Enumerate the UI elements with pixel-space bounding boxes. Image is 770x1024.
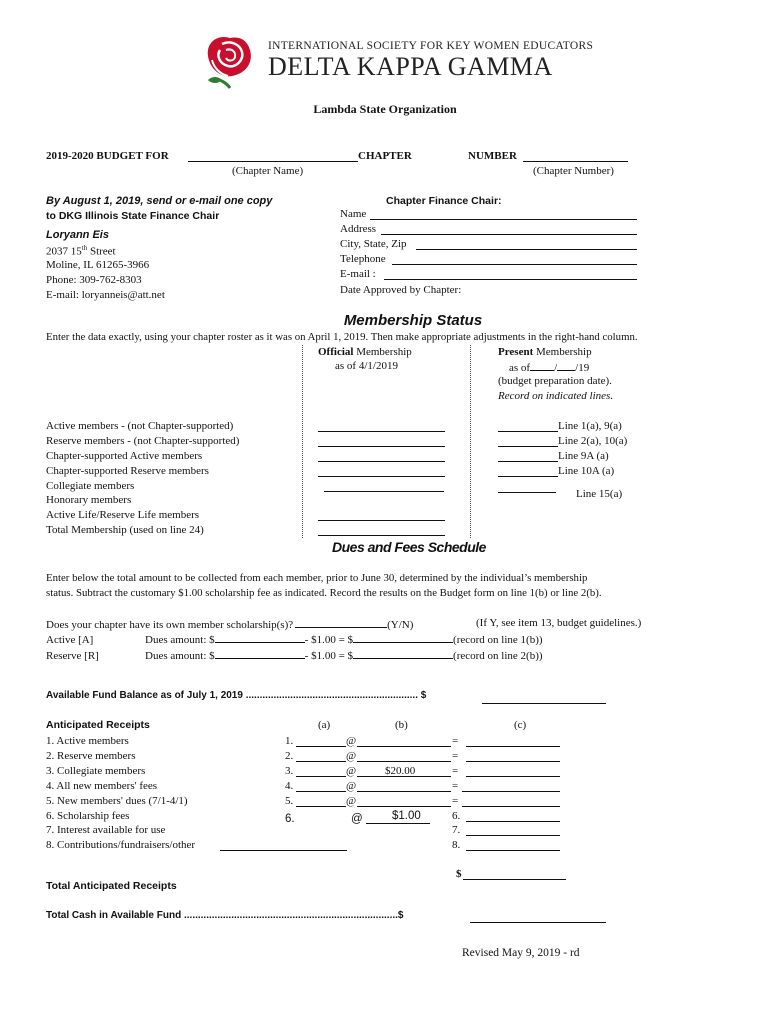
membership-label: Active Life/Reserve Life members bbox=[46, 509, 200, 521]
receipt-num: 4. bbox=[285, 780, 294, 792]
active-dues-row: Active [A] Dues amount: $ - $1.00 = $ (record on line 1(b)) bbox=[46, 634, 543, 646]
receipt-a-field-4[interactable] bbox=[296, 791, 346, 792]
collegiate-rate: $20.00 bbox=[385, 765, 416, 777]
chapter-number-field[interactable] bbox=[523, 161, 628, 162]
receipt-label: 3. Collegiate members bbox=[46, 765, 146, 777]
divider-right bbox=[470, 345, 471, 538]
fc-city-label: City, State, Zip bbox=[340, 238, 407, 250]
receipt-label: 8. Contributions/fundraisers/other bbox=[46, 839, 196, 851]
finance-chair-city: Moline, IL 61265-3966 bbox=[46, 259, 150, 271]
present-field-cs-active[interactable] bbox=[498, 461, 558, 462]
receipt-b-field-5[interactable] bbox=[357, 806, 451, 807]
membership-label: Honorary members bbox=[46, 494, 132, 506]
revised-note: Revised May 9, 2019 - rd bbox=[462, 947, 580, 959]
receipt-eq: = bbox=[452, 795, 459, 807]
receipt-num: 5. bbox=[285, 795, 294, 807]
fc-approved-label: Date Approved by Chapter: bbox=[340, 284, 462, 296]
official-field-cs-reserve[interactable] bbox=[318, 476, 445, 477]
receipt-label: 6. Scholarship fees bbox=[46, 810, 130, 822]
fc-name-field[interactable] bbox=[370, 219, 637, 220]
present-month-field[interactable] bbox=[530, 360, 554, 371]
logo-tagline: INTERNATIONAL SOCIETY FOR KEY WOMEN EDUCATORS bbox=[268, 40, 594, 52]
receipt-label: 2. Reserve members bbox=[46, 750, 136, 762]
scholarship-rate: $1.00 bbox=[392, 810, 421, 822]
present-line-ref: Line 15(a) bbox=[576, 488, 623, 500]
receipt-eq: = bbox=[452, 750, 459, 762]
membership-label: Total Membership (used on line 24) bbox=[46, 524, 204, 536]
fc-address-label: Address bbox=[340, 223, 377, 235]
receipts-title: Anticipated Receipts bbox=[46, 719, 150, 731]
number-label: NUMBER bbox=[468, 150, 517, 162]
receipt-label: 4. All new members' fees bbox=[46, 780, 158, 792]
receipt-c-field-3[interactable] bbox=[466, 776, 560, 777]
at-sign: @ bbox=[346, 765, 357, 777]
rose-icon bbox=[200, 30, 260, 90]
send-instruction-2: to DKG Illinois State Finance Chair bbox=[46, 210, 220, 222]
present-record-note: Record on indicated lines. bbox=[498, 390, 614, 402]
receipt-label: 5. New members' dues (7/1-4/1) bbox=[46, 795, 188, 807]
col-b-header: (b) bbox=[395, 719, 408, 731]
receipt-label: 7. Interest available for use bbox=[46, 824, 166, 836]
at-sign: @ bbox=[346, 750, 357, 762]
present-field-active[interactable] bbox=[498, 431, 558, 432]
fc-telephone-label: Telephone bbox=[340, 253, 386, 265]
receipt-b-field-6[interactable] bbox=[366, 823, 430, 824]
present-date: as of / /19 bbox=[509, 362, 590, 374]
receipt-a-field-3[interactable] bbox=[296, 776, 346, 777]
scholarship-question: Does your chapter have its own member scholarship(s)? (Y/N) bbox=[46, 619, 414, 631]
receipt-eq: 6. bbox=[452, 810, 461, 822]
receipt-c-field-7[interactable] bbox=[466, 835, 560, 836]
finance-chair-email: E-mail: loryanneis@att.net bbox=[46, 289, 165, 301]
present-line-ref: Line 9A (a) bbox=[558, 450, 609, 462]
membership-label: Active members - (not Chapter-supported) bbox=[46, 420, 234, 432]
at-sign: @ bbox=[346, 735, 357, 747]
logo bbox=[200, 30, 594, 90]
official-heading: Official Membership bbox=[318, 346, 412, 358]
finance-chair-name: Loryann Eis bbox=[46, 229, 109, 241]
dues-title: Dues and Fees Schedule bbox=[332, 539, 486, 555]
official-field-active[interactable] bbox=[318, 431, 445, 432]
chapter-name-field[interactable] bbox=[188, 161, 358, 162]
official-field-life[interactable] bbox=[318, 520, 445, 521]
receipt-eq: = bbox=[452, 780, 459, 792]
receipt-eq: = bbox=[452, 765, 459, 777]
divider-left bbox=[302, 345, 303, 538]
total-cash-field[interactable] bbox=[470, 922, 606, 923]
receipt-c-field-1[interactable] bbox=[466, 746, 560, 747]
fc-city-field[interactable] bbox=[416, 249, 637, 250]
total-cash-label: Total Cash in Available Fund .............................................................................$ bbox=[46, 910, 404, 921]
chapter-number-caption: (Chapter Number) bbox=[533, 165, 614, 177]
receipt-c-field-4[interactable] bbox=[462, 791, 560, 792]
present-line-ref: Line 10A (a) bbox=[558, 465, 615, 477]
total-receipts-dollar: $ bbox=[456, 868, 462, 880]
fc-email-field[interactable] bbox=[384, 279, 637, 280]
present-field-cs-reserve[interactable] bbox=[498, 476, 558, 477]
receipt-a-field-5[interactable] bbox=[296, 806, 346, 807]
reserve-dues-field[interactable] bbox=[215, 648, 305, 659]
receipt-eq: = bbox=[452, 735, 459, 747]
receipt-num: 3. bbox=[285, 765, 294, 777]
org-title: Lambda State Organization bbox=[313, 102, 457, 116]
official-field-collegiate[interactable] bbox=[324, 491, 444, 492]
receipt-b-field-2[interactable] bbox=[357, 761, 451, 762]
official-date: as of 4/1/2019 bbox=[335, 360, 398, 372]
send-instruction-1: By August 1, 2019, send or e-mail one copy bbox=[46, 195, 273, 207]
receipt-b-field-4[interactable] bbox=[357, 791, 451, 792]
membership-label: Reserve members - (not Chapter-supported) bbox=[46, 435, 240, 447]
receipt-num: 6. bbox=[285, 813, 295, 825]
col-c-header: (c) bbox=[514, 719, 527, 731]
membership-label: Chapter-supported Reserve members bbox=[46, 465, 209, 477]
present-line-ref: Line 1(a), 9(a) bbox=[558, 420, 622, 432]
finance-chair-phone: Phone: 309-762-8303 bbox=[46, 274, 142, 286]
at-sign: @ bbox=[346, 780, 357, 792]
logo-wordmark: DELTA KAPPA GAMMA bbox=[268, 52, 553, 81]
membership-label: Collegiate members bbox=[46, 480, 135, 492]
receipt-a-field-2[interactable] bbox=[296, 761, 346, 762]
total-receipts-label: Total Anticipated Receipts bbox=[46, 880, 177, 892]
membership-label: Chapter-supported Active members bbox=[46, 450, 203, 462]
budget-for-label: 2019-2020 BUDGET FOR bbox=[46, 150, 169, 162]
membership-title: Membership Status bbox=[343, 312, 483, 329]
scholarship-note: (If Y, see item 13, budget guidelines.) bbox=[476, 617, 642, 629]
fc-email-label: E-mail : bbox=[340, 268, 376, 280]
chapter-name-caption: (Chapter Name) bbox=[232, 165, 304, 177]
receipt-a-field-1[interactable] bbox=[296, 746, 346, 747]
col-a-header: (a) bbox=[318, 719, 331, 731]
membership-intro: Enter the data exactly, using your chapter roster as it was on April 1, 2019. Then make appropriate adjustments in the right-hand column. bbox=[46, 331, 638, 343]
receipt-c-field-8[interactable] bbox=[466, 850, 560, 851]
at-sign: @ bbox=[346, 795, 357, 807]
chapter-label: CHAPTER bbox=[358, 150, 412, 162]
official-field-cs-active[interactable] bbox=[318, 461, 445, 462]
total-receipts-field[interactable] bbox=[463, 879, 566, 880]
fc-telephone-field[interactable] bbox=[392, 264, 637, 265]
present-day-field[interactable] bbox=[557, 360, 575, 371]
fund-balance-label: Available Fund Balance as of July 1, 2019 .............................................................. $ bbox=[46, 690, 427, 701]
fc-name-label: Name bbox=[340, 208, 367, 220]
official-field-total[interactable] bbox=[318, 535, 445, 536]
receipt-eq: 8. bbox=[452, 839, 461, 851]
fc-address-field[interactable] bbox=[381, 234, 637, 235]
dues-intro-2: status. Subtract the customary $1.00 scholarship fee as indicated. Record the results on the Budget form on line 1(b) or line 2(b). bbox=[46, 587, 602, 599]
receipt-c-field-2[interactable] bbox=[466, 761, 560, 762]
contributions-note-field[interactable] bbox=[220, 850, 347, 851]
receipt-b-field-1[interactable] bbox=[357, 746, 451, 747]
active-result-field[interactable] bbox=[353, 632, 453, 643]
receipt-eq: 7. bbox=[452, 824, 461, 836]
reserve-result-field[interactable] bbox=[353, 648, 453, 659]
present-note: (budget preparation date). bbox=[498, 375, 612, 387]
present-field-reserve[interactable] bbox=[498, 446, 558, 447]
finance-chair-address: 2037 15th Street bbox=[46, 244, 116, 258]
at-sign: @ bbox=[351, 813, 363, 825]
present-heading: Present Membership bbox=[498, 346, 592, 358]
receipt-c-field-5[interactable] bbox=[462, 806, 560, 807]
fund-balance-field[interactable] bbox=[482, 703, 606, 704]
receipt-label: 1. Active members bbox=[46, 735, 129, 747]
receipt-num: 1. bbox=[285, 735, 294, 747]
official-field-reserve[interactable] bbox=[318, 446, 445, 447]
scholarship-yn-field[interactable] bbox=[295, 617, 387, 628]
reserve-dues-row: Reserve [R] Dues amount: $ - $1.00 = $ (record on line 2(b)) bbox=[46, 650, 543, 662]
dues-intro-1: Enter below the total amount to be collected from each member, prior to June 30, determined by the individual’s membership bbox=[46, 572, 588, 584]
active-dues-field[interactable] bbox=[215, 632, 305, 643]
receipt-num: 2. bbox=[285, 750, 294, 762]
present-field-honorary[interactable] bbox=[498, 492, 556, 493]
receipt-c-field-6[interactable] bbox=[466, 821, 560, 822]
chapter-finance-chair-title: Chapter Finance Chair: bbox=[386, 195, 502, 207]
present-line-ref: Line 2(a), 10(a) bbox=[558, 435, 628, 447]
